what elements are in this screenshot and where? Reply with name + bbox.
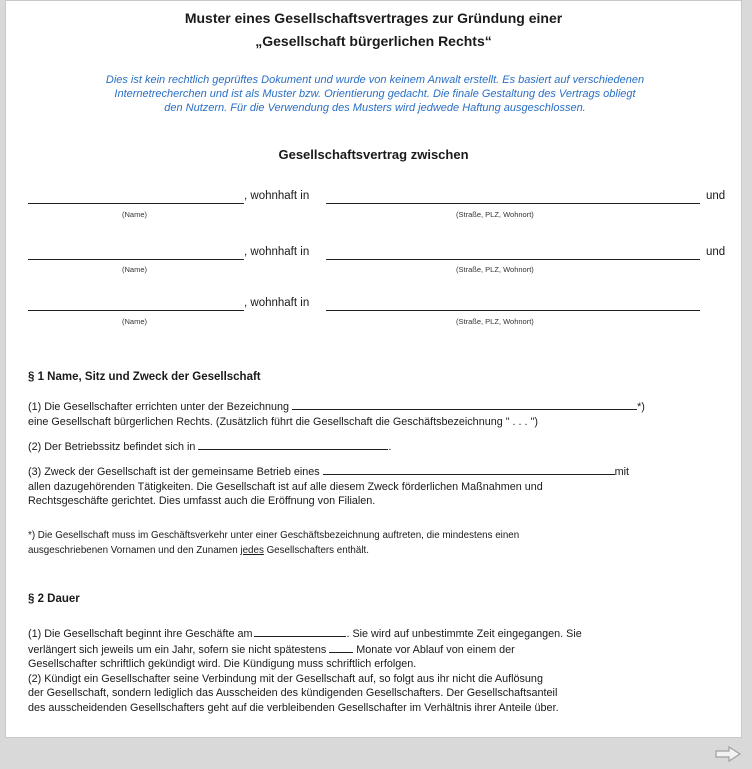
s1-p1-text: (1) Die Gesellschafter errichten unter der Bezeichnung	[28, 401, 290, 413]
party-row-3	[28, 297, 728, 313]
business-blank[interactable]	[323, 464, 615, 475]
s2-l1-text: (1) Die Gesellschaft beginnt ihre Geschäfte am	[28, 628, 253, 640]
name-hint: (Name)	[122, 265, 148, 274]
footnote	[28, 528, 718, 558]
s1-p3-line3: Rechtsgeschäfte gerichtet. Dies umfasst auch die Eröffnung von Filialen.	[28, 495, 376, 507]
name-line[interactable]	[28, 310, 244, 311]
wohnhaft-label: , wohnhaft in	[244, 190, 310, 202]
disclaimer-line1: Dies ist kein rechtlich geprüftes Dokument und wurde von keinem Anwalt erstellt. Es basiert auf verschiedenen	[105, 74, 645, 86]
document-title-line1: Muster eines Gesellschaftsvertrages zur Gründung einer	[184, 10, 563, 26]
and-label: und	[706, 246, 726, 258]
name-hint: (Name)	[122, 317, 148, 326]
address-line[interactable]	[326, 203, 700, 204]
and-label: und	[706, 190, 726, 202]
address-hint: (Straße, PLZ, Wohnort)	[456, 317, 534, 326]
s2-l3: Gesellschafter schriftlich gekündigt wird. Die Kündigung muss schriftlich erfolgen.	[28, 658, 417, 670]
footnote-line1: *) Die Gesellschaft muss im Geschäftsverkehr unter einer Geschäftsbezeichnung auftreten, die mindestens einen	[28, 530, 520, 541]
section1-paragraph2	[28, 439, 718, 455]
footnote-line2	[28, 543, 718, 558]
s1-p1-footnote: *)	[637, 401, 645, 413]
address-hint: (Straße, PLZ, Wohnort)	[456, 265, 534, 274]
s2-l2-text: verlängert sich jeweils um ein Jahr, sofern sie nicht spätestens	[28, 643, 327, 656]
name-line[interactable]	[28, 203, 244, 204]
party-row-1	[28, 190, 728, 206]
name-line[interactable]	[28, 259, 244, 260]
company-name-blank[interactable]	[292, 399, 637, 410]
s2-l4: (2) Kündigt ein Gesellschafter seine Verbindung mit der Gesellschaft auf, so folgt aus ihr nicht die Auflösung	[28, 672, 543, 685]
name-hint: (Name)	[122, 210, 148, 219]
s2-l6: des ausscheidenden Gesellschafters geht auf die verbleibenden Gesellschafter im Verhältnis ihrer Anteile über.	[28, 701, 559, 714]
document-title-line2: „Gesellschaft bürgerlichen Rechts“	[255, 33, 492, 49]
arrow-right-icon[interactable]	[714, 745, 742, 763]
s1-p2-period: .	[388, 441, 392, 453]
footnote-text: ausgeschriebenen Vornamen und den Zunamen	[28, 545, 241, 556]
start-date-blank[interactable]	[254, 626, 346, 637]
section1-paragraph1	[28, 399, 718, 429]
s1-p3-text: (3) Zweck der Gesellschaft ist der gemeinsame Betrieb eines	[28, 466, 320, 478]
s2-l1-end: . Sie wird auf unbestimmte Zeit eingegangen. Sie	[346, 628, 582, 640]
months-blank[interactable]	[329, 642, 353, 653]
wohnhaft-label: , wohnhaft in	[244, 297, 310, 309]
section1-heading: § 1 Name, Sitz und Zweck der Gesellschaft	[28, 371, 261, 383]
s1-p3-mit: mit	[614, 466, 630, 478]
s1-p1-line2: eine Gesellschaft bürgerlichen Rechts. (Zusätzlich führt die Gesellschaft die Geschäftsbezeichnung " . . . ")	[28, 415, 538, 428]
seat-blank[interactable]	[198, 439, 388, 450]
address-hint: (Straße, PLZ, Wohnort)	[456, 210, 534, 219]
address-line[interactable]	[326, 310, 700, 311]
address-line[interactable]	[326, 259, 700, 260]
s2-l5: der Gesellschaft, sondern lediglich das Ausscheiden des kündigenden Gesellschafters. Der Gesellschaftsanteil	[28, 687, 558, 699]
party-row-2	[28, 246, 728, 262]
footnote-end: Gesellschafters enthält.	[263, 545, 369, 556]
disclaimer	[30, 73, 720, 115]
wohnhaft-label: , wohnhaft in	[244, 246, 310, 258]
section2-heading: § 2 Dauer	[28, 593, 80, 605]
disclaimer-line3: den Nutzern. Für die Verwendung des Musters wird jedwede Haftung ausgeschlossen.	[164, 102, 586, 114]
section2-body	[28, 626, 718, 715]
document-page	[5, 0, 742, 738]
disclaimer-line2: Internetrecherchen und ist als Muster bzw. Orientierung gedacht. Die finale Gestaltung des Vertrags obliegt	[114, 88, 636, 100]
s1-p2-text: (2) Der Betriebssitz befindet sich in	[28, 441, 196, 453]
contract-heading: Gesellschaftsvertrag zwischen	[278, 147, 469, 162]
s2-l2-end: Monate vor Ablauf von einem der	[356, 643, 515, 656]
section1-paragraph3	[28, 464, 718, 509]
footnote-emphasis: jedes	[240, 545, 264, 556]
s1-p3-line2: allen dazugehörenden Tätigkeiten. Die Gesellschaft ist auf alle diesem Zweck förderlichen Maßnahmen und	[28, 480, 543, 493]
